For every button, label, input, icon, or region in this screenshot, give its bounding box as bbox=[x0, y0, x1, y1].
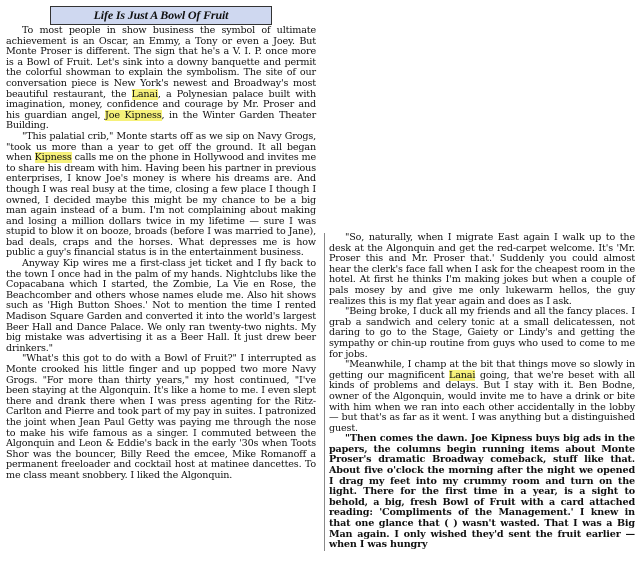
paragraph-text: "So, naturally, when I migrate East again I walk up to the desk at the Algonquin and get the red-carpet welcome. It's 'Mr. Proser this and Mr. Proser that.' Suddenly you could almost hear the clerk's face fall when I ask for the cheapest room in the hotel. At first he thinks I'm making jokes but when a couple of pals mosey by and give me only lukewarm hellos, the guy realizes this is my flat year again and does as I ask. bbox=[329, 232, 635, 307]
paragraph-text: "Then comes the dawn. Joe Kipness buys big ads in the papers, the columns begin running items about Monte Proser's dramatic Broadway comeback, stuff like that. About five o'clock the morning after the night we opened I drag my feet into my crummy room and turn on the light. There for the first time in a year, is a sight to behold, a big, fresh Bowl of Fruit with a card attached reading: 'Compliments of the Management.' I knew in that one glance that ( ) wasn't wasted. That I was a Big Man again. I only wished they'd sent the fruit earlier — when I was hungry bbox=[329, 433, 635, 551]
paragraph-text: "Meanwhile, I champ at the bit that things move so slowly in getting our magnificent bbox=[329, 359, 635, 381]
paragraph-text: , in the Winter Garden Theater Building. bbox=[6, 109, 316, 132]
paragraph-text: "This palatial crib," Monte starts off as we sip on Navy Grogs, "took us more than a year to get off the ground. It all began when bbox=[6, 130, 316, 164]
article-paragraph bbox=[6, 132, 316, 259]
article-paragraph bbox=[329, 233, 635, 307]
headline: Life Is Just A Bowl Of Fruit bbox=[50, 6, 272, 25]
highlighted-term: Joe Kipness bbox=[105, 109, 162, 121]
paragraph-text: "Being broke, I duck all my friends and all the fancy places. I grab a sandwich and celery tonic at a small delicatessen, not daring to go to the Stage, Gaiety or Lindy's and getting the sympathy or chin-up routine from guys who used to come to me for jobs. bbox=[329, 306, 635, 360]
paragraph-text: going, that we're beset with all kinds of problems and delays. But I stay with it. Ben Bodne, owner of the Algonquin, would invite me to have a drink or bite with him when we ran into each other accidentally in the lobby — but that's as far as it went. I was anything but a distinguished guest. bbox=[329, 369, 635, 434]
right-article-body bbox=[329, 233, 635, 551]
left-article-body bbox=[6, 26, 316, 482]
article-paragraph bbox=[6, 354, 316, 481]
paragraph-text: calls me on the phone in Hollywood and invites me to share his dream with him. Having been his partner in previous enterprises, I know Joe's money is where his dreams are. And though I was real busy at the time, closing a few place I though I owned, I decided maybe this might be my chance to be a big man again instead of a bum. I'm not complaining about making and losing a million dollars twice in my lifetime — sure I was stupid to blow it on booze, broads (before I was married to Jane), bad deals, craps and the horses. What depresses me is how public a guy's financial status is in the entertainment business. bbox=[6, 152, 316, 259]
paragraph-text: "What's this got to do with a Bowl of Fruit?" I interrupted as Monte crooked his little finger and up popped two more Navy Grogs. "For more than thirty years," my host continued, "I've been staying at the Algonquin. It's like a home to me. I even slept there and drank there when I was press agenting for the Ritz-Carlton and Pierre and took part of my pay in suites. I patronized the joint when Jean Paul Getty was paying me through the nose to make his wife famous as a singer. I commuted between the Algonquin and Leon & Eddie's back in the early '30s when Toots Shor was the bouncer, Billy Reed the emcee, Mike Romanoff a permanent freeloader and cocktail host at matinee dancettes. To me class meant snobbery. I liked the Algonquin. bbox=[6, 353, 316, 481]
left-column bbox=[6, 6, 316, 482]
paragraph-text: , a Polynesian palace built with imagination, money, confidence and courage by Mr. Proser and his guardian angel, bbox=[6, 88, 316, 121]
paragraph-text: Anyway Kip wires me a first-class jet ticket and I fly back to the town I once had in the palm of my hands. Nightclubs like the Copacabana which I started, the Zombie, La Vie en Rose, the Beachcomber and others whose names elude me. Also hit shows such as 'High Button Shoes.' Not to mention the time I rented Madison Square Garden and converted it into the world's largest Beer Hall and Dance Palace. We only ran twenty-two nights. My big mistake was advertising it as a Beer Hall. It just drew beer drinkers." bbox=[6, 258, 316, 354]
right-column bbox=[324, 233, 635, 551]
article-paragraph bbox=[6, 259, 316, 354]
article-paragraph bbox=[329, 360, 635, 434]
highlighted-term: Kipness bbox=[34, 152, 72, 164]
highlighted-term: Lanai bbox=[448, 369, 476, 381]
highlighted-term: Lanai bbox=[131, 88, 158, 100]
article-paragraph bbox=[6, 26, 316, 132]
article-paragraph bbox=[329, 434, 635, 551]
paragraph-text: To most people in show business the symbol of ultimate achievement is an Oscar, an Emmy, a Tony or even a Joey. But Monte Proser is different. The sign that he's a V. I. P. once more is a Bowl of Fruit. Let's sink into a downy banquette and permit the colorful showman to explain the symbolism. The site of our conversation piece is New York's newest and Broadway's most beautiful restaurant, the bbox=[6, 25, 316, 100]
article-paragraph bbox=[329, 307, 635, 360]
